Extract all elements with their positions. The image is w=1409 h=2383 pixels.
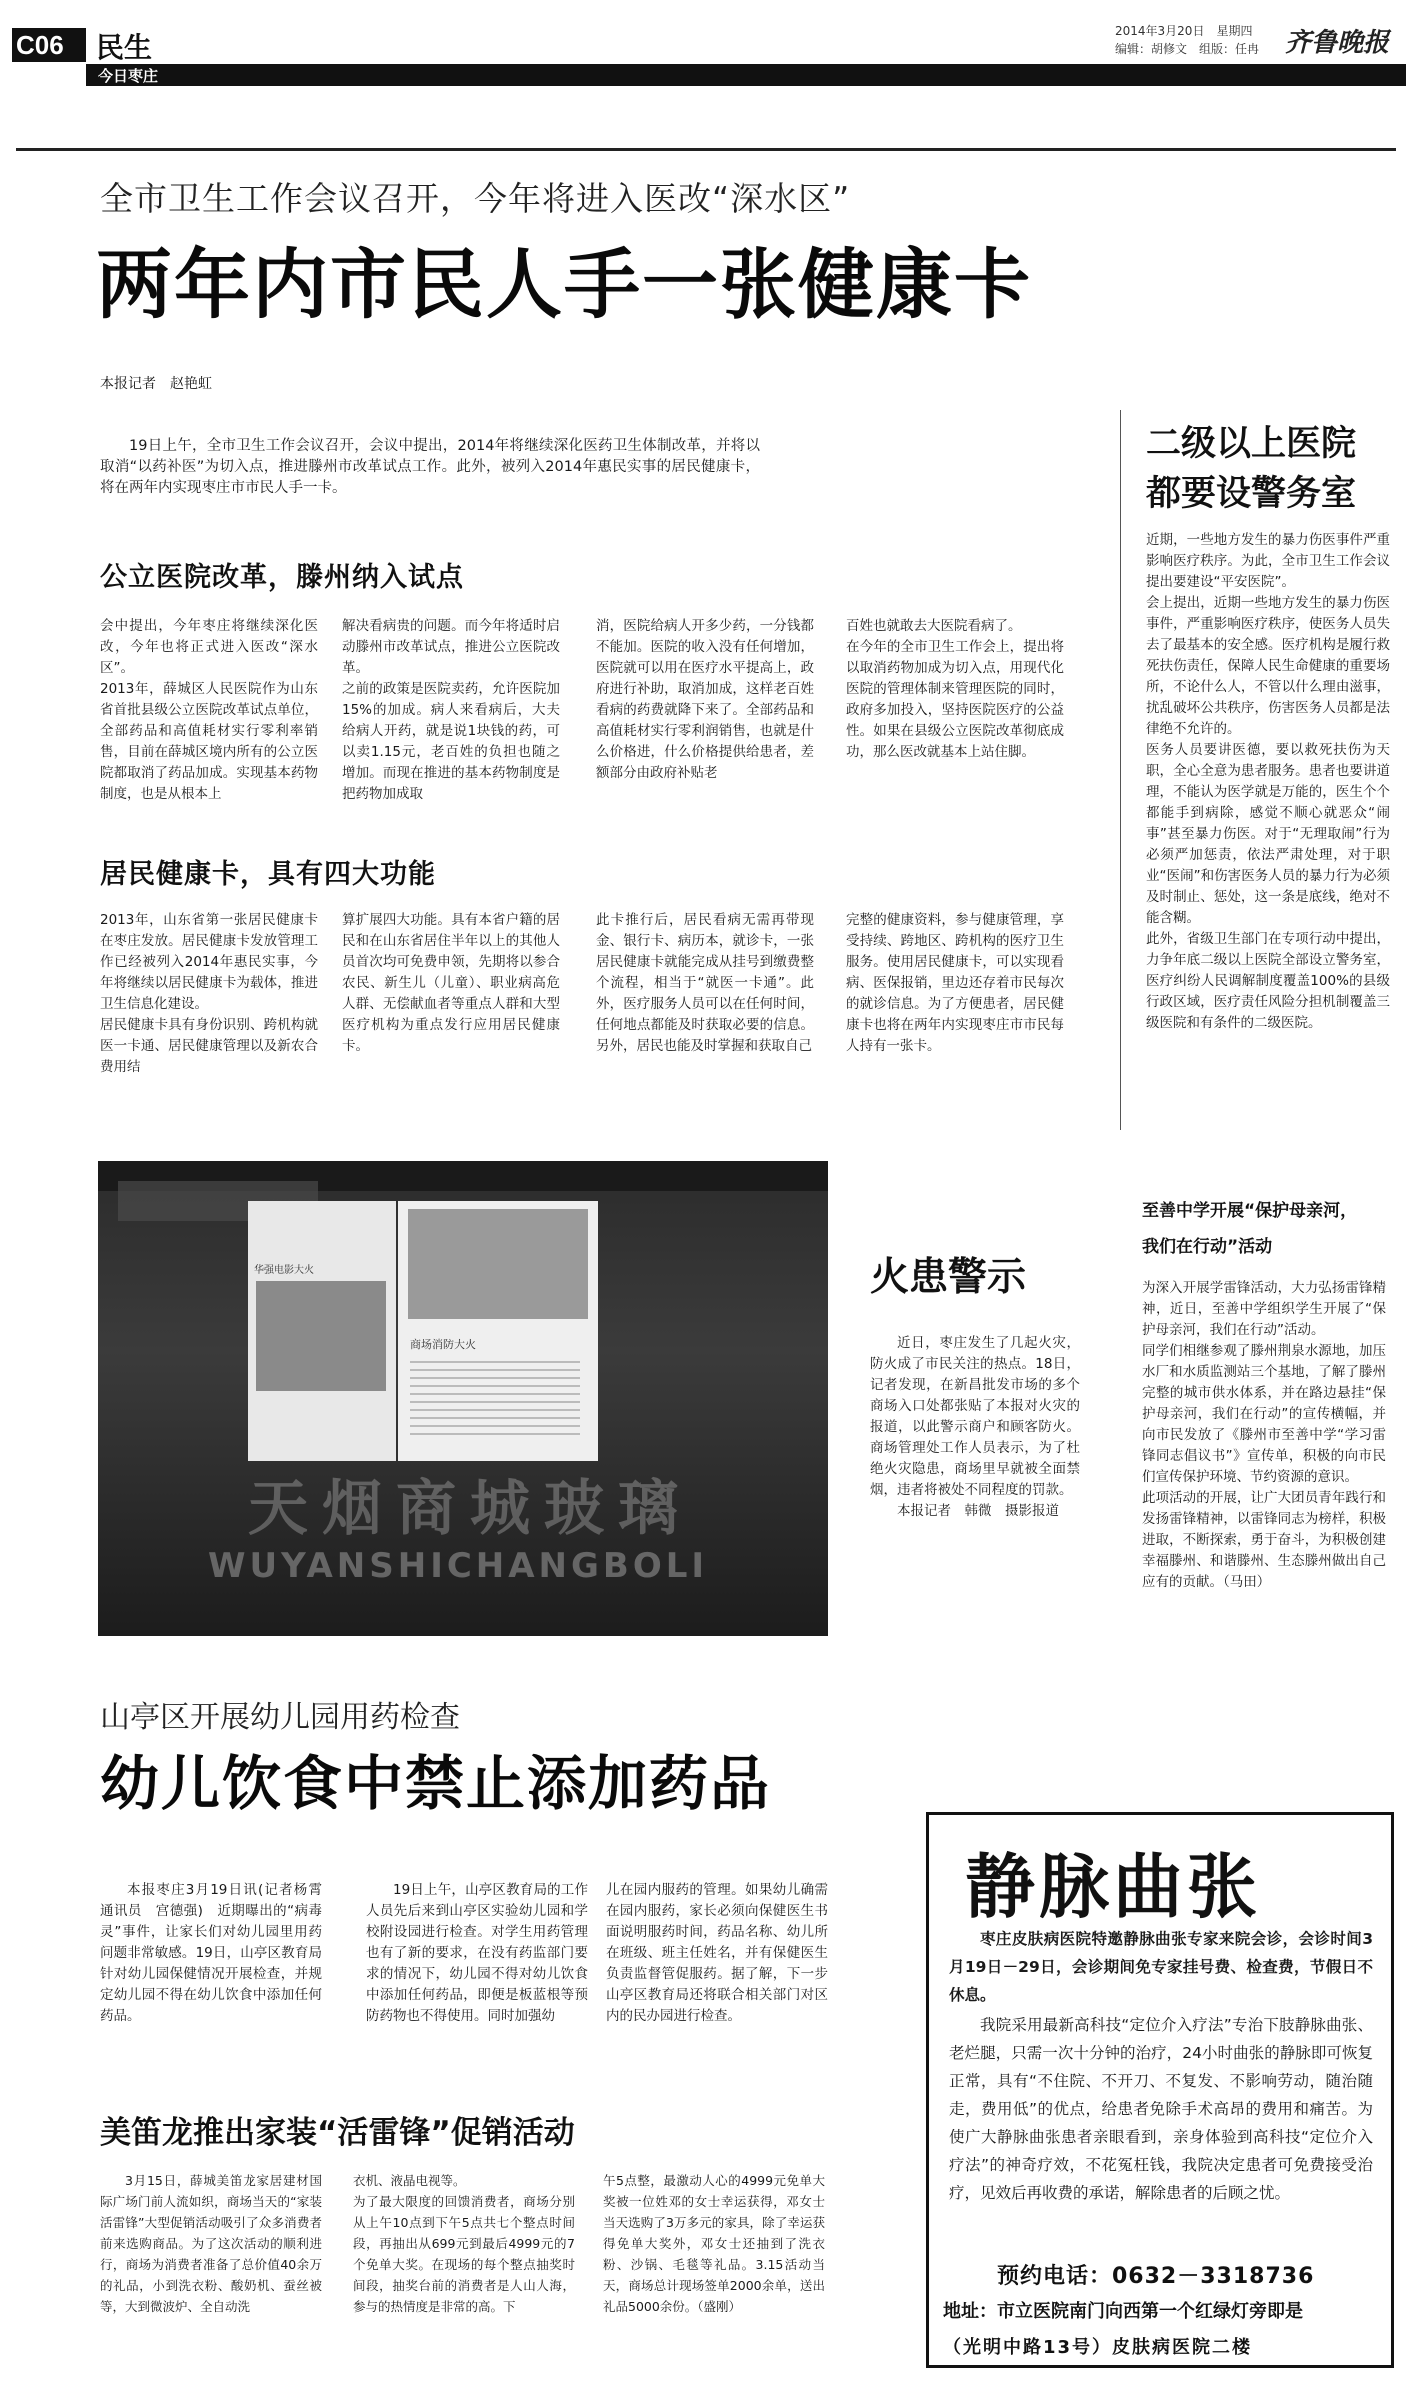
sub2-col-4-text: 完整的健康资料，参与健康管理，享受持续、跨地区、跨机构的医疗卫生服务。使用居民健康卡，可以实现看病、医保报销，里边还存着市民每次的就诊信息。为了方便患者，居民健康卡也将在两年内实现枣庄市市民每人持有一张卡。: [846, 912, 1064, 1054]
side-headline-1: 二级以上医院: [1146, 424, 1357, 464]
photo-poster-left: [248, 1201, 396, 1461]
editor-line: 编辑：胡修文 组版：任冉: [1115, 42, 1260, 56]
top-divider: [16, 148, 1396, 151]
promo-col-3: [603, 2170, 825, 2317]
lead-kicker: 全市卫生工作会议召开，今年将进入医改“深水区”: [100, 179, 851, 218]
advert-phone: 预约电话：0632－3318736: [997, 2264, 1315, 2289]
kinder-col-2-text: 19日上午，山亭区教育局的工作人员先后来到山亭区实验幼儿园和学校附设园进行检查。对学生用药管理也有了新的要求，在没有药监部门要求的情况下，幼儿园不得对幼儿饮食中添加任何药品，即便是板蓝根等预防药物也不得使用。同时加强幼: [366, 1882, 588, 2024]
advert-lead-text: 枣庄皮肤病医院特邀静脉曲张专家来院会诊，会诊时间3月19日－29日，会诊期间免专家挂号费、检查费，节假日不休息。: [949, 1930, 1373, 2004]
sub1-col-2: [342, 616, 560, 805]
sub2-col-2-text: 算扩展四大功能。具有本省户籍的居民和在山东省居住半年以上的其他人员首次均可免费申领，先期将以参合农民、新生儿（儿童）、职业病高危人群、无偿献血者等重点人群和大型医疗机构为重点发行应用居民健康卡。: [342, 912, 560, 1054]
kinder-col-1: [100, 1880, 336, 2027]
school-body: [1142, 1278, 1386, 1593]
school-body-text: 为深入开展学雷锋活动，大力弘扬雷锋精神，近日，至善中学组织学生开展了“保护母亲河，我们在行动”活动。 同学们相继参观了滕州荆泉水源地，加压水厂和水质监测站三个基地，了解了滕州完整的城市供水体系，并在路边悬挂“保护母亲河，我们在行动”的宣传横幅，并向市民发放了《滕州市至善中学“学习雷锋同志倡议书”》宣传单，积极的向市民们宣传保护环境、节约资源的意识。 此项活动的开展，让广大团员青年践行和发扬雷锋精神，以雷锋同志为榜样，积极进取，不断探索，勇于奋斗，为积极创建幸福滕州、和谐滕州、生态滕州做出自己应有的贡献。（马田）: [1142, 1280, 1386, 1590]
advert-address-1: 地址：市立医院南门向西第一个红绿灯旁即是: [943, 2301, 1303, 2322]
kinder-col-3: [606, 1880, 828, 2027]
promo-headline: 美笛龙推出家装“活雷锋”促销活动: [100, 2115, 575, 2151]
photo-clip-1: 华强电影大火: [254, 1265, 314, 1276]
photo-clip-2: 商场消防大火: [410, 1338, 476, 1351]
side-headline-2: 都要设警务室: [1146, 474, 1357, 514]
kinder-col-2: [366, 1880, 588, 2027]
sub2-col-3: [596, 910, 814, 1057]
fire-body-text: 近日，枣庄发生了几起火灾，防火成了市民关注的热点。18日，记者发现，在新昌批发市场的多个商场入口处都张贴了本报对火灾的报道，以此警示商户和顾客防火。商场管理处工作人员表示，为了杜绝火灾隐患，商场里早就被全面禁烟，违者将被处不同程度的罚款。: [870, 1335, 1080, 1498]
promo-col-3-text: 午5点整，最激动人心的4999元免单大奖被一位姓邓的女士幸运获得，邓女士当天选购了3万多元的家具，除了幸运获得免单大奖外，邓女士还抽到了洗衣粉、沙锅、毛毯等礼品。3.15活动当天，商场总计现场签单2000余单，送出礼品5000余份。（盛刚）: [603, 2173, 825, 2314]
sub1-col-3: [596, 616, 814, 784]
subsection-title: 今日枣庄: [98, 67, 159, 85]
date-line: 2014年3月20日 星期四: [1115, 24, 1253, 38]
advert-body-text: 我院采用最新高科技“定位介入疗法”专治下肢静脉曲张、老烂腿，只需一次十分钟的治疗，24小时曲张的静脉即可恢复正常，具有“不住院、不开刀、不复发、不影响劳动，随治随走，费用低”的优点，给患者免除手术高昂的费用和痛苦。为使广大静脉曲张患者亲眼看到，亲身体验到高科技“定位介入疗法”的神奇疗效，不花冤枉钱，我院决定患者可免费接受治疗，见效后再收费的承诺，解除患者的后顾之忧。: [949, 2016, 1373, 2202]
sub2-col-4: [846, 910, 1064, 1057]
fire-credit: 本报记者 韩微 摄影报道: [897, 1503, 1059, 1519]
page-code: C06: [16, 30, 64, 60]
kinder-headline: 幼儿饮食中禁止添加药品: [100, 1749, 772, 1818]
photo-poster-right-img: [408, 1209, 588, 1319]
advert-title: 静脉曲张: [965, 1846, 1261, 1928]
sub1-col-2-text: 解决看病贵的问题。而今年将适时启动滕州市改革试点，推进公立医院改革。 之前的政策是医院卖药，允许医院加15%的加成。病人来看病后，大夫给病人开药，就是说1块钱的药，可以卖1.15元，老百姓的负担也随之增加。而现在推进的基本药物制度是把药物加成取: [342, 618, 560, 802]
kinder-kicker: 山亭区开展幼儿园用药检查: [100, 1700, 460, 1735]
fire-photo: [98, 1161, 828, 1636]
side-body: [1146, 530, 1390, 1034]
sub1-col-4-text: 百姓也就敢去大医院看病了。 在今年的全市卫生工作会上，提出将以取消药物加成为切入点，用现代化医院的管理体制来管理医院的同时，政府多加投入，坚持医院医疗的公益性。如果在县级公立医院改革彻底成功，那么医改就基本上站住脚。: [846, 618, 1064, 760]
advert-lead: [949, 1925, 1373, 2009]
subsection-bar: [86, 64, 1406, 86]
side-divider: [1120, 410, 1121, 1130]
sub2-col-1-text: 2013年，山东省第一张居民健康卡在枣庄发放。居民健康卡发放管理工作已经被列入2014年惠民实事，今年将继续以居民健康卡为载体，推进卫生信息化建设。 居民健康卡具有身份识别、跨机构就医一卡通、居民健康管理以及新农合费用结: [100, 912, 318, 1075]
section-title: 民生: [96, 31, 153, 64]
page-code-badge: [12, 28, 86, 62]
promo-col-2: [353, 2170, 575, 2317]
promo-col-1: [100, 2170, 322, 2317]
kinder-col-3-text: 儿在园内服药的管理。如果幼儿确需在园内服药，家长必须向保健医生书面说明服药时间，药品名称、幼儿所在班级、班主任姓名，并有保健医生负责监督管促服药。据了解，下一步山亭区教育局还将联合相关部门对区内的民办园进行检查。: [606, 1882, 828, 2024]
lead-headline: 两年内市民人手一张健康卡: [96, 240, 1032, 329]
promo-col-2-text: 衣机、液晶电视等。 为了最大限度的回馈消费者，商场分别从上午10点到下午5点共七个整点时间段，再抽出从699元到最后4999元的7个免单大奖。在现场的每个整点抽奖时间段，抽奖台前的消费者是人山人海，参与的热情度是非常的高。下: [353, 2173, 575, 2314]
photo-poster-right: [398, 1201, 598, 1461]
sub2-col-1: [100, 910, 318, 1078]
promo-col-1-text: 3月15日，薛城美笛龙家居建材国际广场门前人流如织，商场当天的“家装活雷锋”大型促销活动吸引了众多消费者前来选购商品。为了这次活动的顺利进行，商场为消费者准备了总价值40余万的礼品，小到洗衣粉、酸奶机、蚕丝被等，大到微波炉、全自动洗: [100, 2173, 322, 2314]
lead-byline: 本报记者 赵艳虹: [100, 376, 212, 392]
advert-box: [926, 1812, 1394, 2368]
photo-glass-text-cn: 天烟商城玻璃: [248, 1474, 692, 1544]
photo-glass-text-en: WUYANSHICHANGBOLI: [208, 1546, 709, 1586]
photo-poster-right-lines: [410, 1361, 580, 1441]
sub1-col-3-text: 消，医院给病人开多少药，一分钱都不能加。医院的收入没有任何增加，医院就可以用在医疗水平提高上，政府进行补助，取消加成，这样老百姓看病的药费就降下来了。全部药品和高值耗材实行零利润销售，也就是什么价格进，什么价格提供给患者，差额部分由政府补贴老: [596, 618, 814, 781]
advert-body: [949, 2011, 1373, 2207]
advert-address-2: （光明中路13号）皮肤病医院二楼: [943, 2337, 1253, 2358]
lead-intro-text: 19日上午，全市卫生工作会议召开，会议中提出，2014年将继续深化医药卫生体制改革，并将以取消“以药补医”为切入点，推进滕州市改革试点工作。此外，被列入2014年惠民实事的居民健康卡，将在两年内实现枣庄市市民人手一卡。: [100, 438, 760, 496]
sub2-col-3-text: 此卡推行后，居民看病无需再带现金、银行卡、病历本，就诊卡，一张居民健康卡就能完成从挂号到缴费整个流程，相当于“就医一卡通”。此外，医疗服务人员可以在任何时间，任何地点都能及时获取必要的信息。另外，居民也能及时掌握和获取自己: [596, 912, 814, 1054]
photo-poster-left-img: [256, 1281, 386, 1391]
sub2-heading: 居民健康卡，具有四大功能: [100, 859, 436, 890]
sub1-col-1-text: 会中提出，今年枣庄将继续深化医改，今年也将正式进入医改“深水区”。 2013年，薛城区人民医院作为山东省首批县级公立医院改革试点单位，全部药品和高值耗材实行零利率销售，目前在薛城区境内所有的公立医院都取消了药品加成。实现基本药物制度，也是从根本上: [100, 618, 318, 802]
sub1-col-1: [100, 616, 318, 805]
kinder-col-1-text: 本报枣庄3月19日讯(记者杨霄 通讯员 宫德强) 近期曝出的“病毒灵”事件，让家长们对幼儿园里用药问题非常敏感。19日，山亭区教育局针对幼儿园保健情况开展检查，并规定幼儿园不得在幼儿饮食中添加任何药品。: [100, 1882, 336, 2024]
side-body-text: 近期，一些地方发生的暴力伤医事件严重影响医疗秩序。为此，全市卫生工作会议提出要建设“平安医院”。 会上提出，近期一些地方发生的暴力伤医事件，严重影响医疗秩序，使医务人员失去了最基本的安全感。医疗机构是履行救死扶伤责任，保障人民生命健康的重要场所，不论什么人，不管以什么理由滋事，扰乱破坏公共秩序，伤害医务人员都是法律绝不允许的。 医务人员要讲医德，要以救死扶伤为天职，全心全意为患者服务。患者也要讲道理，不能认为医学就是万能的，医生个个都能手到病除，感觉不顺心就恶众“闹事”甚至暴力伤医。对于“无理取闹”行为必须严加惩责，依法严肃处理，对于职业“医闹”和伤害医务人员的暴力行为必须及时制止、惩处，这一条是底线，绝对不能含糊。 此外，省级卫生部门在专项行动中提出，力争年底二级以上医院全部设立警务室，医疗纠纷人民调解制度覆盖100%的县级行政区域，医疗责任风险分担机制覆盖三级医院和有条件的二级医院。: [1146, 532, 1390, 1031]
lead-intro: [100, 436, 760, 499]
paper-logo: 齐鲁晚报: [1285, 28, 1390, 58]
sub2-col-2: [342, 910, 560, 1057]
fire-body: [870, 1333, 1080, 1522]
sub1-heading: 公立医院改革，滕州纳入试点: [100, 562, 464, 593]
fire-headline: 火患警示: [870, 1255, 1027, 1300]
school-headline-1: 至善中学开展“保护母亲河，: [1142, 1201, 1358, 1221]
school-headline-2: 我们在行动”活动: [1142, 1237, 1273, 1257]
sub1-col-4: [846, 616, 1064, 763]
